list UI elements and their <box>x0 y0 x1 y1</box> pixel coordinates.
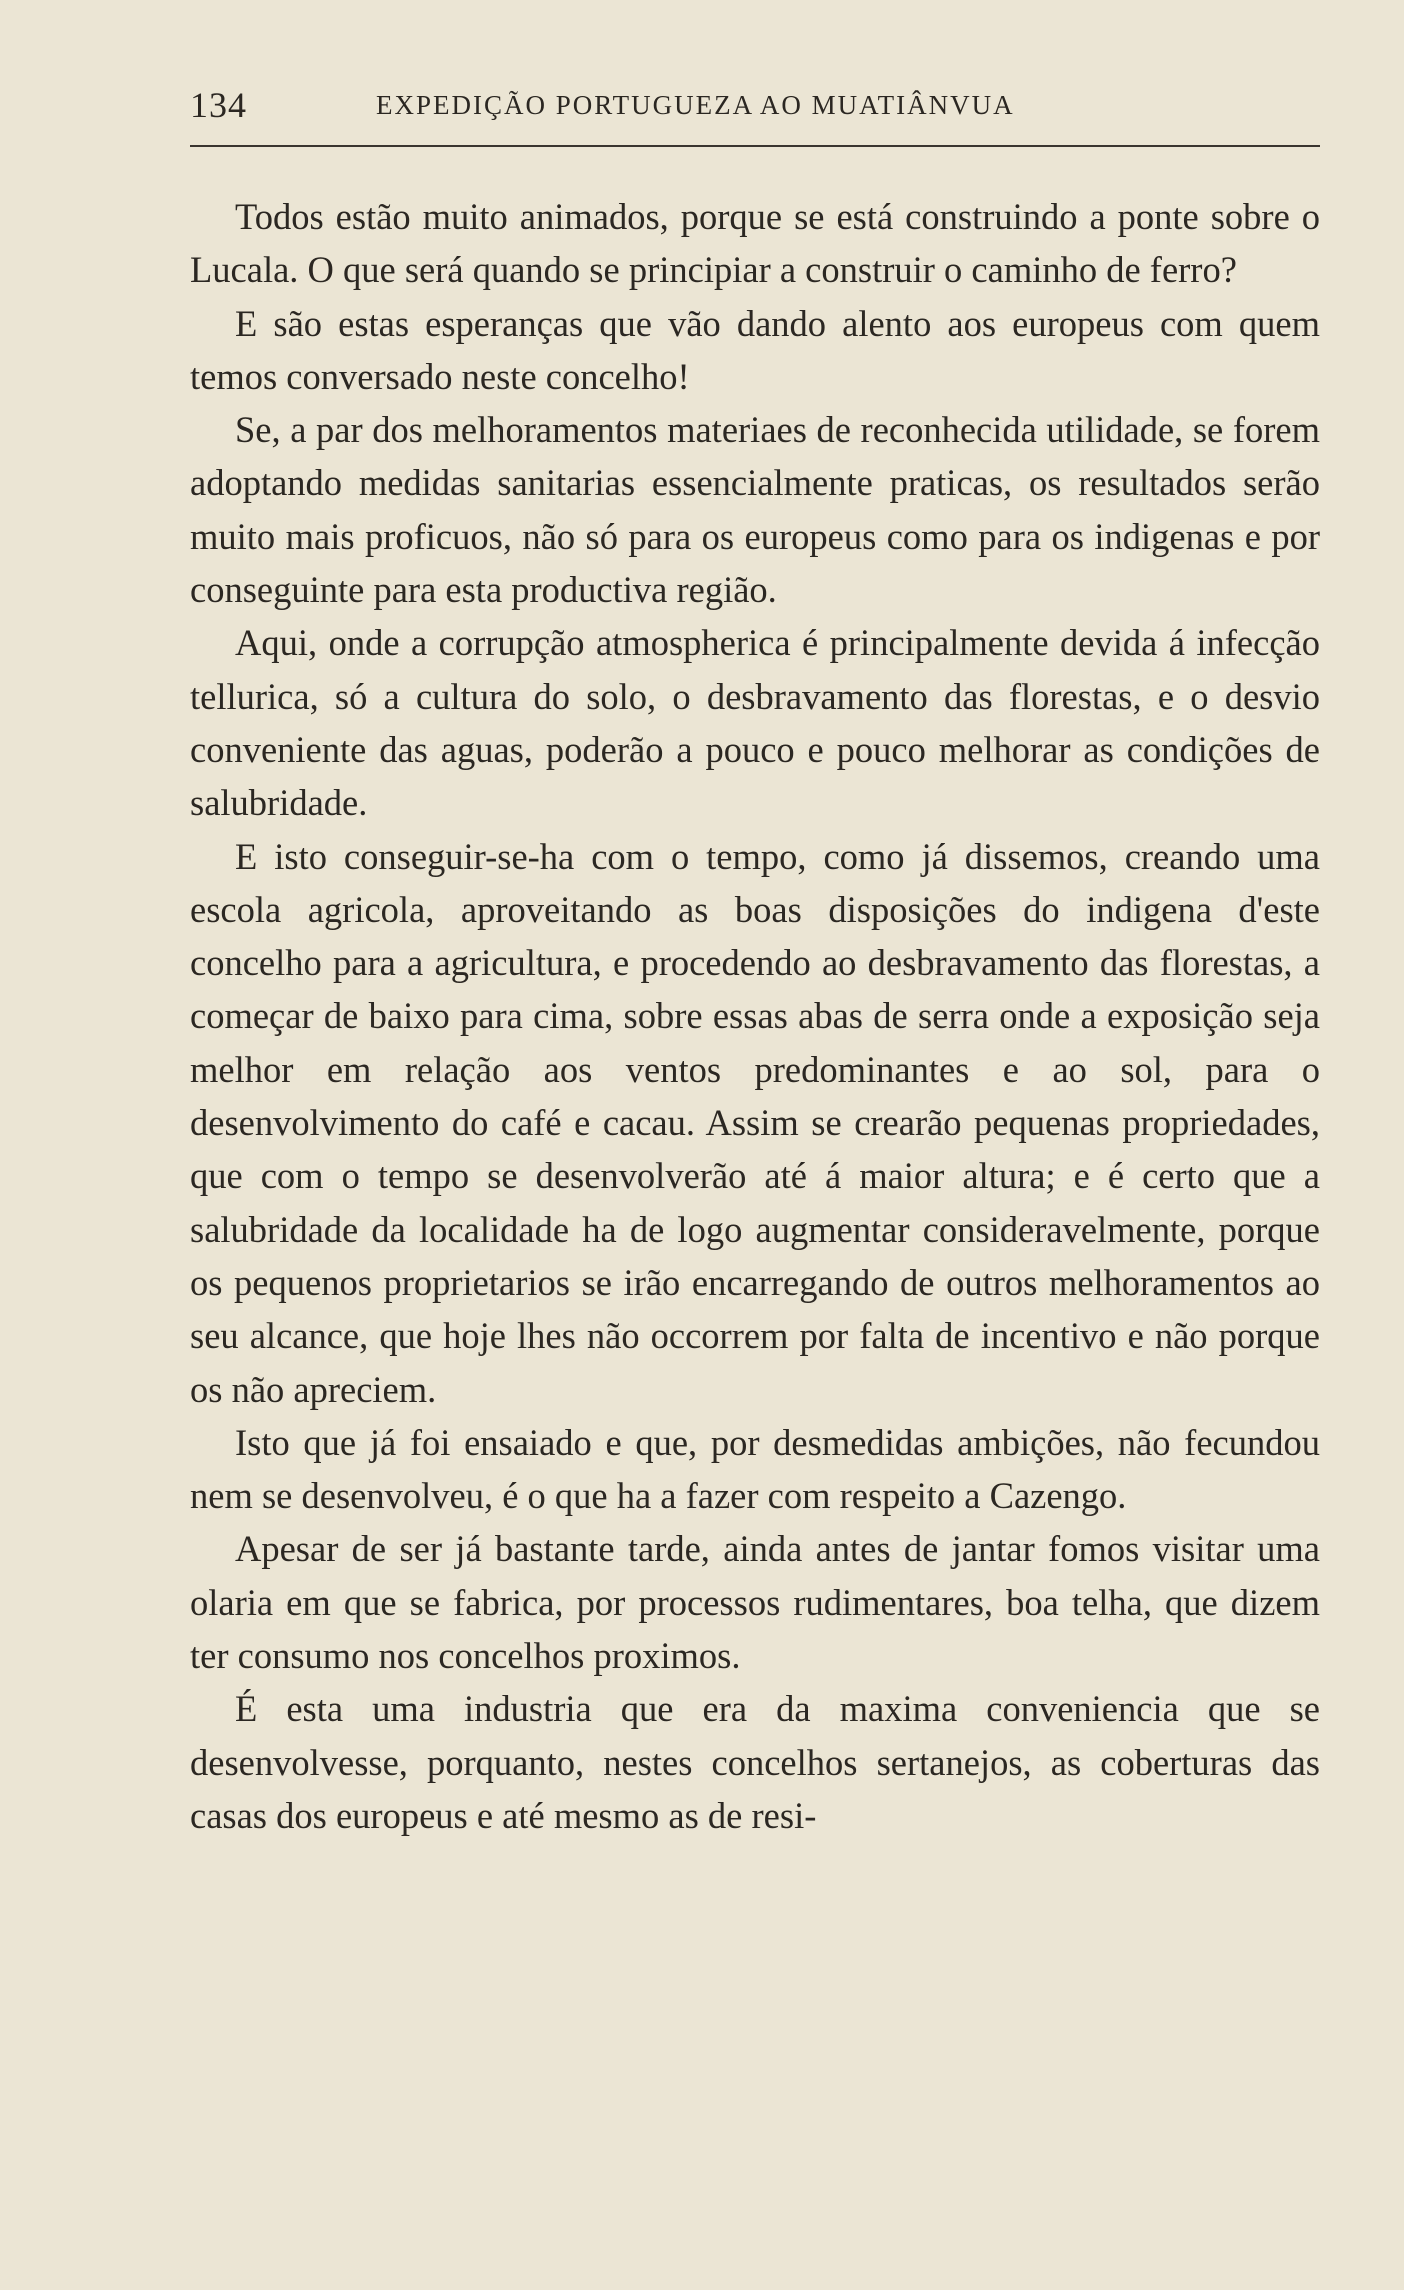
paragraph: É esta uma industria que era da maxima conveniencia que se desenvolvesse, porquanto, nestes concelhos sertanejos, as coberturas das casas dos europeus e até mesmo as de resi- <box>190 1688 1320 1836</box>
paragraph: E isto conseguir-se-ha com o tempo, como já dissemos, creando uma escola agricola, aproveitando as boas disposições do indigena d'este concelho para a agricultura, e procedendo ao desbravamento das florestas, a começar de baixo para cima, sobre essas abas de serra onde a exposição seja melhor em relação aos ventos predominantes e ao sol, para o desenvolvimento do café e cacau. Assim se crearão pequenas propriedades, que com o tempo se desenvolverão até á maior altura; e é certo que a salubridade da localidade ha de logo augmentar consideravelmente, porque os pequenos proprietarios se irão encarregando de outros melhoramentos ao seu alcance, que hoje lhes não occorrem por falta de incentivo e não porque os não apreciem. <box>190 835 1320 1410</box>
paragraph: Todos estão muito animados, porque se está construindo a ponte sobre o Lucala. O que será quando se principiar a construir o caminho de ferro? <box>190 196 1320 291</box>
header-rule <box>190 145 1320 147</box>
body-text <box>190 190 1320 1842</box>
paragraph: Apesar de ser já bastante tarde, ainda antes de jantar fomos visitar uma olaria em que se fabrica, por processos rudimentares, boa telha, que dizem ter consumo nos concelhos proximos. <box>190 1528 1320 1677</box>
paragraph: Isto que já foi ensaiado e que, por desmedidas ambições, não fecundou nem se desenvolveu, é o que ha a fazer com respeito a Cazengo. <box>190 1421 1320 1517</box>
page-number: 134 <box>190 85 247 125</box>
paragraph: E são estas esperanças que vão dando alento aos europeus com quem temos conversado neste concelho! <box>190 302 1320 397</box>
page-header <box>190 84 1320 134</box>
paragraph: Aqui, onde a corrupção atmospherica é principalmente devida á infecção tellurica, só a cultura do solo, o desbravamento das florestas, e o desvio conveniente das aguas, poderão a pouco e pouco melhorar as condições de salubridade. <box>190 622 1320 824</box>
running-title: EXPEDIÇÃO PORTUGUEZA AO MUATIÂNVUA <box>376 90 1015 120</box>
paragraph: Se, a par dos melhoramentos materiaes de reconhecida utilidade, se forem adoptando medidas sanitarias essencialmente praticas, os resultados serão muito mais proficuos, não só para os europeus como para os indigenas e por conseguinte para esta productiva região. <box>190 409 1320 611</box>
